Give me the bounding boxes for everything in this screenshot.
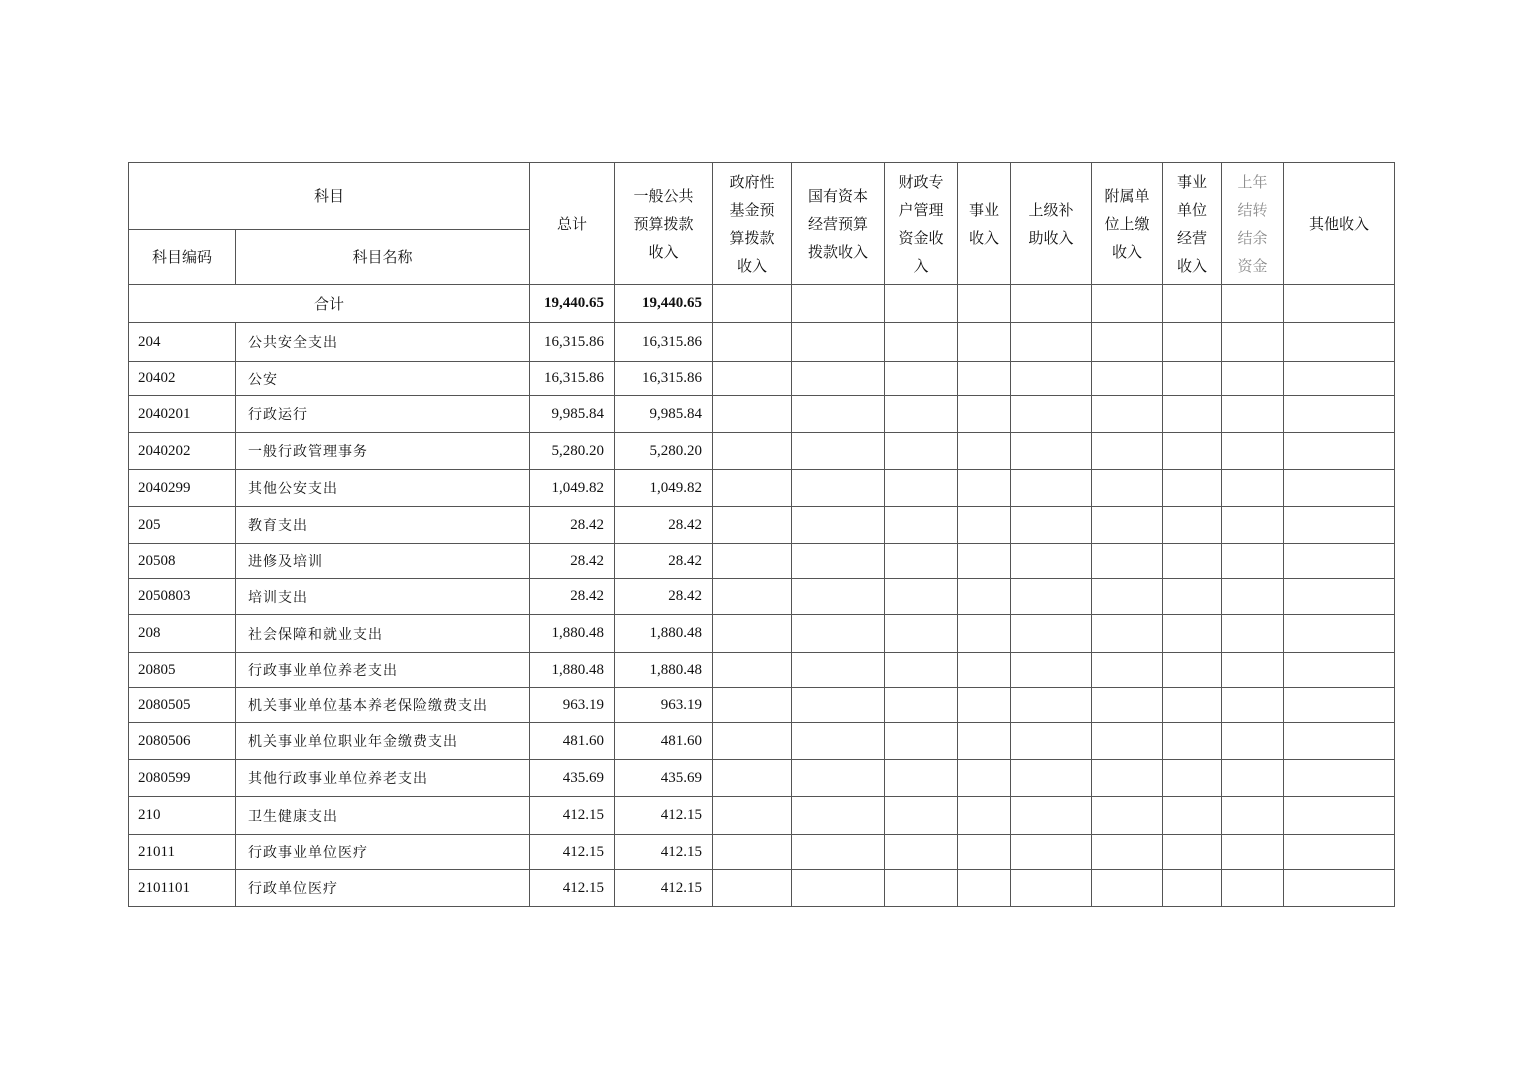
row-empty-cell [792, 544, 885, 579]
row-code: 2080599 [129, 760, 236, 797]
row-empty-cell [1222, 797, 1284, 835]
row-code: 204 [129, 323, 236, 362]
row-empty-cell [1092, 396, 1163, 433]
table-row [129, 396, 1395, 433]
row-empty-cell [958, 760, 1011, 797]
row-empty-cell [1284, 723, 1395, 760]
row-general-budget: 28.42 [615, 579, 713, 615]
row-general-budget: 5,280.20 [615, 433, 713, 470]
row-empty-cell [1011, 433, 1092, 470]
row-total: 481.60 [530, 723, 615, 760]
row-code: 20805 [129, 653, 236, 688]
row-empty-cell [713, 579, 792, 615]
row-general-budget: 963.19 [615, 688, 713, 723]
row-empty-cell [1284, 544, 1395, 579]
header-gov-fund: 政府性 基金预 算拨款 收入 [713, 163, 792, 285]
header-other-income: 其他收入 [1284, 163, 1395, 285]
row-empty-cell [792, 470, 885, 507]
row-name: 行政运行 [236, 396, 530, 433]
row-total: 5,280.20 [530, 433, 615, 470]
row-empty-cell [958, 396, 1011, 433]
row-empty-cell [1222, 835, 1284, 870]
row-empty-cell [885, 797, 958, 835]
row-empty-cell [713, 688, 792, 723]
row-empty-cell [885, 470, 958, 507]
totals-general-budget: 19,440.65 [615, 285, 713, 323]
table-row [129, 797, 1395, 835]
row-name: 机关事业单位基本养老保险缴费支出 [236, 688, 530, 723]
row-empty-cell [1011, 579, 1092, 615]
row-general-budget: 412.15 [615, 797, 713, 835]
row-name: 机关事业单位职业年金缴费支出 [236, 723, 530, 760]
table-row [129, 507, 1395, 544]
row-empty-cell [713, 760, 792, 797]
budget-table [128, 162, 1395, 907]
row-name: 公安 [236, 362, 530, 396]
row-empty-cell [885, 507, 958, 544]
row-total: 1,880.48 [530, 615, 615, 653]
row-empty-cell [792, 797, 885, 835]
row-code: 210 [129, 797, 236, 835]
row-total: 963.19 [530, 688, 615, 723]
row-empty-cell [1284, 579, 1395, 615]
row-empty-cell [1163, 688, 1222, 723]
row-empty-cell [885, 870, 958, 907]
row-empty-cell [1163, 797, 1222, 835]
row-empty-cell [1011, 362, 1092, 396]
row-empty-cell [1092, 544, 1163, 579]
table-row [129, 653, 1395, 688]
row-empty-cell [885, 723, 958, 760]
row-total: 412.15 [530, 835, 615, 870]
row-name: 行政单位医疗 [236, 870, 530, 907]
row-empty-cell [958, 323, 1011, 362]
row-empty-cell [1092, 653, 1163, 688]
row-empty-cell [792, 323, 885, 362]
table-row [129, 544, 1395, 579]
row-general-budget: 9,985.84 [615, 396, 713, 433]
table-row [129, 688, 1395, 723]
header-fiscal-special: 财政专 户管理 资金收 入 [885, 163, 958, 285]
row-empty-cell [1163, 579, 1222, 615]
row-empty-cell [1163, 723, 1222, 760]
row-empty-cell [1092, 870, 1163, 907]
row-name: 培训支出 [236, 579, 530, 615]
row-empty-cell [1011, 870, 1092, 907]
row-empty-cell [792, 723, 885, 760]
row-empty-cell [1163, 760, 1222, 797]
row-empty-cell [885, 688, 958, 723]
row-empty-cell [713, 615, 792, 653]
table-row [129, 433, 1395, 470]
row-empty-cell [1284, 470, 1395, 507]
row-empty-cell [1284, 760, 1395, 797]
row-empty-cell [713, 797, 792, 835]
header-general-budget: 一般公共 预算拨款 收入 [615, 163, 713, 285]
row-empty-cell [1092, 615, 1163, 653]
row-empty-cell [1163, 653, 1222, 688]
row-code: 2101101 [129, 870, 236, 907]
row-code: 2080505 [129, 688, 236, 723]
row-total: 28.42 [530, 579, 615, 615]
row-empty-cell [1222, 870, 1284, 907]
row-empty-cell [1011, 653, 1092, 688]
row-empty-cell [1011, 835, 1092, 870]
row-empty-cell [885, 835, 958, 870]
row-empty-cell [1222, 507, 1284, 544]
row-empty-cell [958, 579, 1011, 615]
row-empty-cell [958, 688, 1011, 723]
row-name: 公共安全支出 [236, 323, 530, 362]
row-empty-cell [1284, 433, 1395, 470]
row-code: 205 [129, 507, 236, 544]
row-empty-cell [1222, 433, 1284, 470]
row-empty-cell [792, 579, 885, 615]
row-empty-cell [1284, 362, 1395, 396]
table-body [129, 285, 1395, 907]
row-empty-cell [1222, 396, 1284, 433]
table-row [129, 362, 1395, 396]
row-empty-cell [885, 362, 958, 396]
row-code: 2050803 [129, 579, 236, 615]
totals-label: 合计 [129, 285, 530, 323]
row-empty-cell [1284, 507, 1395, 544]
totals-total: 19,440.65 [530, 285, 615, 323]
row-total: 16,315.86 [530, 323, 615, 362]
row-empty-cell [958, 507, 1011, 544]
table-row [129, 870, 1395, 907]
row-code: 2040202 [129, 433, 236, 470]
header-name: 科目名称 [236, 230, 530, 285]
header-code: 科目编码 [129, 230, 236, 285]
row-code: 20402 [129, 362, 236, 396]
row-total: 1,049.82 [530, 470, 615, 507]
row-empty-cell [1092, 362, 1163, 396]
header-unit-operating: 事业 单位 经营 收入 [1163, 163, 1222, 285]
row-empty-cell [713, 396, 792, 433]
row-empty-cell [1163, 835, 1222, 870]
row-empty-cell [713, 507, 792, 544]
row-empty-cell [885, 760, 958, 797]
table-row [129, 760, 1395, 797]
row-empty-cell [958, 615, 1011, 653]
row-empty-cell [958, 653, 1011, 688]
row-empty-cell [1011, 760, 1092, 797]
row-empty-cell [1092, 470, 1163, 507]
row-empty-cell [713, 723, 792, 760]
row-empty-cell [792, 396, 885, 433]
row-empty-cell [713, 470, 792, 507]
row-empty-cell [792, 653, 885, 688]
row-empty-cell [958, 870, 1011, 907]
row-empty-cell [958, 544, 1011, 579]
row-empty-cell [1092, 433, 1163, 470]
row-empty-cell [792, 835, 885, 870]
header-subject: 科目 [129, 163, 530, 230]
row-empty-cell [958, 723, 1011, 760]
row-name: 教育支出 [236, 507, 530, 544]
header-affiliated: 附属单 位上缴 收入 [1092, 163, 1163, 285]
row-empty-cell [792, 760, 885, 797]
row-total: 412.15 [530, 870, 615, 907]
row-empty-cell [713, 870, 792, 907]
row-empty-cell [1163, 470, 1222, 507]
row-general-budget: 28.42 [615, 507, 713, 544]
row-empty-cell [885, 615, 958, 653]
table-row [129, 835, 1395, 870]
row-empty-cell [1011, 396, 1092, 433]
row-empty-cell [958, 433, 1011, 470]
row-empty-cell [1011, 797, 1092, 835]
row-empty-cell [1163, 507, 1222, 544]
row-empty-cell [885, 433, 958, 470]
row-empty-cell [1284, 396, 1395, 433]
row-empty-cell [1222, 544, 1284, 579]
row-empty-cell [713, 323, 792, 362]
row-empty-cell [713, 433, 792, 470]
row-empty-cell [713, 835, 792, 870]
row-empty-cell [1163, 870, 1222, 907]
row-empty-cell [1092, 579, 1163, 615]
row-empty-cell [1092, 797, 1163, 835]
row-empty-cell [885, 323, 958, 362]
row-empty-cell [1011, 323, 1092, 362]
row-empty-cell [1092, 688, 1163, 723]
row-empty-cell [1011, 544, 1092, 579]
row-empty-cell [885, 544, 958, 579]
row-empty-cell [792, 688, 885, 723]
row-general-budget: 435.69 [615, 760, 713, 797]
row-general-budget: 16,315.86 [615, 362, 713, 396]
totals-row [129, 285, 1395, 323]
row-empty-cell [1284, 615, 1395, 653]
row-code: 2040201 [129, 396, 236, 433]
row-empty-cell [1092, 323, 1163, 362]
row-empty-cell [1163, 396, 1222, 433]
header-carryover: 上年 结转 结余 资金 [1222, 163, 1284, 285]
row-name: 卫生健康支出 [236, 797, 530, 835]
row-empty-cell [1222, 470, 1284, 507]
row-empty-cell [792, 870, 885, 907]
row-empty-cell [1011, 507, 1092, 544]
table-row [129, 723, 1395, 760]
row-name: 进修及培训 [236, 544, 530, 579]
row-empty-cell [1222, 362, 1284, 396]
row-empty-cell [958, 470, 1011, 507]
row-empty-cell [958, 835, 1011, 870]
row-empty-cell [1284, 797, 1395, 835]
row-name: 社会保障和就业支出 [236, 615, 530, 653]
row-empty-cell [1222, 723, 1284, 760]
row-total: 28.42 [530, 507, 615, 544]
row-name: 其他行政事业单位养老支出 [236, 760, 530, 797]
row-empty-cell [1092, 760, 1163, 797]
row-total: 435.69 [530, 760, 615, 797]
row-empty-cell [1222, 653, 1284, 688]
row-empty-cell [1284, 688, 1395, 723]
row-empty-cell [1011, 470, 1092, 507]
row-general-budget: 412.15 [615, 870, 713, 907]
header-business-income: 事业 收入 [958, 163, 1011, 285]
row-total: 1,880.48 [530, 653, 615, 688]
row-empty-cell [1222, 579, 1284, 615]
row-code: 21011 [129, 835, 236, 870]
row-empty-cell [1163, 544, 1222, 579]
row-empty-cell [1163, 362, 1222, 396]
row-empty-cell [885, 579, 958, 615]
row-total: 412.15 [530, 797, 615, 835]
row-total: 28.42 [530, 544, 615, 579]
row-code: 20508 [129, 544, 236, 579]
row-empty-cell [1163, 433, 1222, 470]
row-empty-cell [885, 653, 958, 688]
header-state-capital: 国有资本 经营预算 拨款收入 [792, 163, 885, 285]
row-general-budget: 28.42 [615, 544, 713, 579]
row-empty-cell [1092, 507, 1163, 544]
table-row [129, 470, 1395, 507]
row-empty-cell [1284, 653, 1395, 688]
row-name: 行政事业单位医疗 [236, 835, 530, 870]
row-name: 一般行政管理事务 [236, 433, 530, 470]
row-empty-cell [1222, 760, 1284, 797]
row-general-budget: 1,049.82 [615, 470, 713, 507]
table-row [129, 615, 1395, 653]
header-superior-subsidy: 上级补 助收入 [1011, 163, 1092, 285]
row-code: 2040299 [129, 470, 236, 507]
row-empty-cell [792, 507, 885, 544]
row-empty-cell [713, 544, 792, 579]
row-empty-cell [792, 433, 885, 470]
row-general-budget: 412.15 [615, 835, 713, 870]
row-empty-cell [958, 797, 1011, 835]
row-empty-cell [713, 362, 792, 396]
row-code: 208 [129, 615, 236, 653]
row-empty-cell [1011, 615, 1092, 653]
row-empty-cell [1011, 723, 1092, 760]
row-empty-cell [1222, 323, 1284, 362]
row-total: 9,985.84 [530, 396, 615, 433]
row-empty-cell [1163, 323, 1222, 362]
row-empty-cell [1011, 688, 1092, 723]
table-row [129, 579, 1395, 615]
row-empty-cell [792, 615, 885, 653]
row-general-budget: 16,315.86 [615, 323, 713, 362]
row-general-budget: 481.60 [615, 723, 713, 760]
row-general-budget: 1,880.48 [615, 615, 713, 653]
row-empty-cell [1222, 615, 1284, 653]
row-general-budget: 1,880.48 [615, 653, 713, 688]
row-empty-cell [1163, 615, 1222, 653]
row-code: 2080506 [129, 723, 236, 760]
row-empty-cell [1284, 323, 1395, 362]
row-empty-cell [792, 362, 885, 396]
row-empty-cell [958, 362, 1011, 396]
row-empty-cell [1092, 835, 1163, 870]
row-empty-cell [1284, 835, 1395, 870]
table-row [129, 323, 1395, 362]
row-name: 行政事业单位养老支出 [236, 653, 530, 688]
row-name: 其他公安支出 [236, 470, 530, 507]
row-total: 16,315.86 [530, 362, 615, 396]
header-total: 总计 [530, 163, 615, 285]
row-empty-cell [1092, 723, 1163, 760]
row-empty-cell [1284, 870, 1395, 907]
row-empty-cell [885, 396, 958, 433]
row-empty-cell [1222, 688, 1284, 723]
row-empty-cell [713, 653, 792, 688]
